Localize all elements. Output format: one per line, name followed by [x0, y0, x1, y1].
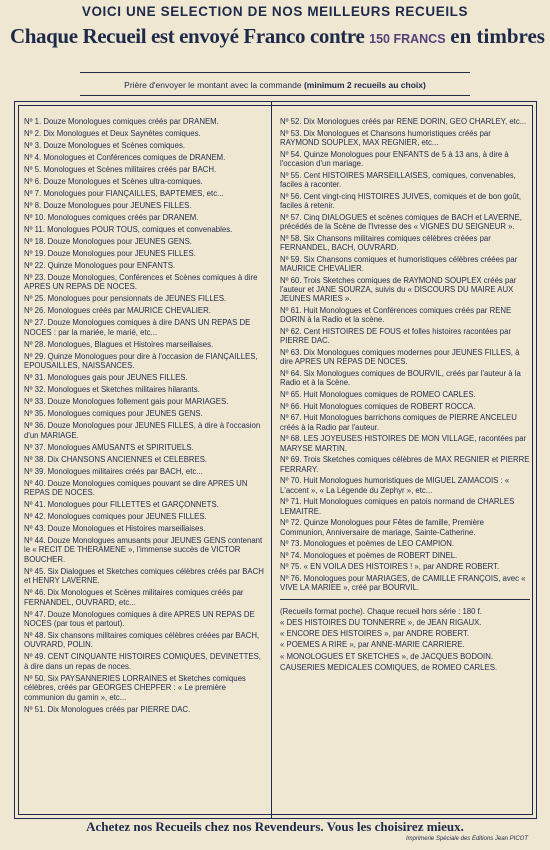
catalog-item: Nº 72. Quinze Monologues pour Fêtes de famille, Première Communion, Anniversaire de mariage, Sainte-Catherine. — [280, 518, 484, 537]
catalog-item: Nº 6. Douze Monologues et Scènes ultra-comiques. — [24, 177, 203, 186]
extras-line: CAUSERIES MEDICALES COMIQUES, de ROMEO CARLES. — [280, 662, 498, 672]
footer-slogan: Achetez nos Recueils chez nos Revendeurs. Vous les choisirez mieux. — [86, 819, 464, 834]
catalog-item: Nº 49. CENT CINQUANTE HISTOIRES COMIQUES, DEVINETTES, à dire dans un repas de noces. — [24, 652, 261, 671]
extras-separator — [280, 599, 530, 600]
catalog-item: Nº 44. Douze Monologues amusants pour JEUNES GENS contenant le « RECIT DE THERAMENE », l'immense succès de VICTOR BOUCHER. — [24, 536, 263, 564]
order-note — [0, 80, 550, 90]
catalog-item: Nº 42. Monologues comiques pour JEUNES FILLES. — [24, 512, 207, 522]
left-column — [24, 117, 266, 717]
catalog-item: Nº 27. Douze Monologues comiques à dire DANS UN REPAS DE NOCES : par la mariée, le marié, etc... — [24, 318, 251, 337]
catalog-item: Nº 31. Monologues gais pour JEUNES FILLES. — [24, 373, 188, 383]
catalog-item: Nº 50. Six PAYSANNERIES LORRAINES et Sketches comiques célèbres, créés par GEORGES CHEPFER : « Le première communion du gamin », etc... — [24, 673, 246, 702]
catalog-item: Nº 63. Dix Monologues comiques modernes pour JEUNES FILLES, à dire APRES UN REPAS DE NOCES. — [280, 348, 520, 367]
catalog-item: Nº 65. Huit Monologues comiques de ROMEO CARLES. — [280, 390, 476, 399]
extras-intro: (Recueils format poche). Chaque recueil hors série : 180 f. — [280, 606, 482, 616]
catalog-item: Nº 19. Douze Monologues pour JEUNES FILLES. — [24, 249, 196, 258]
header-rule-top — [80, 72, 470, 73]
catalog-item: Nº 67. Huit Monologues barrichons comiques de PIERRE ANCELEU créés à la Radio par l'auteur. — [280, 413, 517, 432]
extras-line: « POEMES A RIRE », par ANNE-MARIE CARRIERE. — [280, 640, 465, 650]
catalog-item: Nº 60. Trois Sketches comiques de RAYMOND SOUPLEX créés par l'auteur et JANE SOURZA, suivis du « DISCOURS DU MAIRE AUX JEUNES MARIES ». — [280, 275, 517, 304]
catalog-item: Nº 69. Trois Sketches comiques célèbres de MAX REGNIER et PIERRE FERRARY. — [280, 455, 530, 474]
printer-credit: Imprimerie Spéciale des Editions Jean PICOT — [405, 836, 528, 842]
catalog-item: Nº 38. Dix CHANSONS ANCIENNES et CELEBRES. — [24, 454, 208, 464]
extras-line: « ENCORE DES HISTOIRES », par ANDRE ROBERT. — [280, 629, 470, 639]
catalog-item: Nº 45. Six Dialogues et Sketches comiques célèbres créés par BACH et HENRY LAVERNE. — [24, 566, 264, 586]
catalog-item: Nº 70. Huit Monologues humoristiques de MIGUEL ZAMACOIS : « L'accent », « La Légende du Zephyr », etc... — [280, 476, 510, 495]
catalog-item: Nº 51. Dix Monologues créés par PIERRE DAC. — [24, 704, 191, 714]
catalog-item: Nº 47. Douze Monologues comiques à dire APRES UN REPAS DE NOCES (par tous et partout). — [24, 609, 255, 629]
price-line — [10, 24, 545, 49]
order-note-text: Prière d'envoyer le montant avec la commande — [124, 80, 302, 90]
catalog-item: Nº 48. Six chansons militaires comiques célèbres créées par BACH, OUVRARD, POLIN. — [24, 631, 260, 650]
order-note-minimum: (minimum 2 recueils au choix) — [303, 80, 426, 90]
catalog-item: Nº 40. Douze Monologues comiques pouvant se dire APRES UN REPAS DE NOCES. — [24, 478, 248, 498]
catalog-item: Nº 10. Monologues comiques créés par DRANEM. — [24, 213, 199, 222]
catalog-item: Nº 18. Douze Monologues pour JEUNES GENS. — [24, 237, 192, 246]
catalog-item: Nº 62. Cent HISTOIRES DE FOUS et folles histoires racontées par PIERRE DAC. — [280, 327, 512, 346]
catalog-item: Nº 1. Douze Monologues comiques créés par DRANEM. — [24, 117, 219, 126]
extras-line: « DES HISTOIRES DU TONNERRE », de JEAN RIGAUX. — [280, 617, 482, 627]
catalog-item: Nº 52. Dix Monologues créés par RENE DORIN, GEO CHARLEY, etc... — [280, 117, 527, 126]
catalog-item: Nº 76. Monologues pour MARIAGES, de CAMILLE FRANÇOIS, avec « VIVE LA MARIEE », créé par BOURVIL. — [280, 573, 526, 593]
catalog-item: Nº 8. Douze Monologues pour JEUNES FILLES. — [24, 201, 192, 210]
catalog-item: Nº 64. Six Monologues comiques de BOURVIL, créés par l'auteur à la Radio et à la Scène. — [280, 369, 521, 388]
catalog-item: Nº 54. Quinze Monologues pour ENFANTS de 5 à 13 ans, à dire à l'occasion d'un mariage. — [280, 149, 509, 168]
catalog-item: Nº 29. Quinze Monologues pour dire à l'occasion de FIANÇAILLES, EPOUSAILLES, NAISSANCES. — [24, 351, 258, 371]
column-divider — [271, 101, 272, 819]
catalog-item: Nº 25. Monologues pour pensionnats de JEUNES FILLES. — [24, 294, 227, 304]
catalog-item: Nº 55. Cent HISTOIRES MARSEILLAISES, comiques, convenables, faciles à raconter. — [280, 170, 516, 189]
catalog-item: Nº 5. Monologues et Scènes militaires créés par BACH. — [24, 165, 217, 174]
extras-line: « MONOLOGUES ET SKETCHES », de JACQUES BODOIN. — [280, 651, 494, 661]
header-rule-bottom — [80, 95, 470, 96]
catalog-item: Nº 35. Monologues comiques pour JEUNES GENS. — [24, 409, 203, 419]
catalog-item: Nº 33. Douze Monologues follement gais pour MARIAGES. — [24, 397, 229, 407]
catalog-item: Nº 11. Monologues POUR TOUS, comiques et convenables. — [24, 225, 233, 234]
catalog-item: Nº 37. Monologues AMUSANTS et SPIRITUELS. — [24, 442, 194, 452]
right-column — [280, 117, 530, 673]
catalog-item: Nº 75. « EN VOILA DES HISTOIRES ! », par ANDRE ROBERT. — [280, 562, 500, 572]
catalog-item: Nº 46. Dix Monologues et Scènes militaires comiques créés par FERNANDEL, OUVRARD, etc... — [24, 588, 244, 607]
catalog-item: Nº 22. Quinze Monologues pour ENFANTS. — [24, 261, 176, 270]
catalog-item: Nº 2. Dix Monologues et Deux Saynètes comiques. — [24, 129, 201, 138]
catalog-item: Nº 71. Huit Monologues comiques en patois normand de CHARLES LEMAITRE. — [280, 497, 515, 516]
catalog-item: Nº 59. Six Chansons comiques et humoristiques célèbres créées par MAURICE CHEVALIER. — [280, 254, 518, 273]
catalog-item: Nº 73. Monologues et poèmes de LEO CAMPION. — [280, 539, 455, 549]
catalog-item: Nº 7. Monologues pour FIANÇAILLES, BAPTEMES, etc... — [24, 189, 224, 198]
catalog-item: Nº 3. Douze Monologues et Scènes comiques. — [24, 141, 186, 150]
catalog-item: Nº 53. Dix Monologues et Chansons humoristiques créés par RAYMOND SOUPLEX, MAX REGNIER, etc... — [280, 128, 491, 147]
price-line-right: en timbres — [450, 24, 545, 48]
catalog-item: Nº 56. Cent vingt-cinq HISTOIRES JUIVES, comiques et de bon goût, faciles à retenir. — [280, 191, 522, 210]
catalog-item: Nº 4. Monologues et Conférences comiques de DRANEM. — [24, 153, 226, 162]
catalog-item: Nº 36. Douze Monologues pour JEUNES FILLES, à dire à l'occasion d'un MARIAGE. — [24, 421, 261, 440]
catalog-item: Nº 61. Huit Monologues et Conférences comiques créés par RENE DORIN à la Radio et la scène. — [280, 306, 512, 325]
catalog-item: Nº 23. Douze Monologues, Conférences et Scènes comiques à dire APRES UN REPAS DE NOCES. — [24, 273, 258, 292]
catalog-item: Nº 57. Cinq DIALOGUES et scènes comiques de BACH et LAVERNE, précédés de la Scène de l'Ivresse des « VIGNES DU SEIGNEUR ». — [280, 212, 522, 231]
catalog-item: Nº 39. Monologues militaires créés par BACH, etc... — [24, 466, 203, 476]
catalog-title: VOICI UNE SELECTION DE NOS MEILLEURS RECUEILS — [81, 4, 469, 19]
price-stamp: 150 FRANCS — [369, 32, 446, 46]
catalog-item: Nº 32. Monologues et Sketches militaires hilarants. — [24, 385, 200, 395]
catalog-item: Nº 26. Monologues créés par MAURICE CHEVALIER. — [24, 306, 211, 316]
catalog-item: Nº 66. Huit Monologues comiques de ROBERT ROCCA. — [280, 401, 476, 411]
right-column-items — [280, 117, 530, 593]
catalog-item: Nº 58. Six Chansons militaires comiques célèbres créées par FERNANDEL, BACH, OUVRARD. — [280, 233, 491, 252]
catalog-item: Nº 68. LES JOYEUSES HISTOIRES DE MON VILLAGE, racontées par MARYSE MARTIN. — [280, 434, 527, 453]
price-line-left: Chaque Recueil est envoyé Franco contre — [10, 24, 365, 48]
catalog-item: Nº 43. Douze Monologues et Histoires marseillaises. — [24, 524, 206, 534]
catalog-item: Nº 74. Monologues et poèmes de ROBERT DINEL. — [280, 550, 458, 560]
catalog-item: Nº 28. Monologues, Blagues et Histoires marseillaises. — [24, 339, 214, 349]
catalog-item: Nº 41. Monologues pour FILLETTES et GARÇONNETS. — [24, 500, 219, 510]
extras-block — [280, 606, 530, 673]
